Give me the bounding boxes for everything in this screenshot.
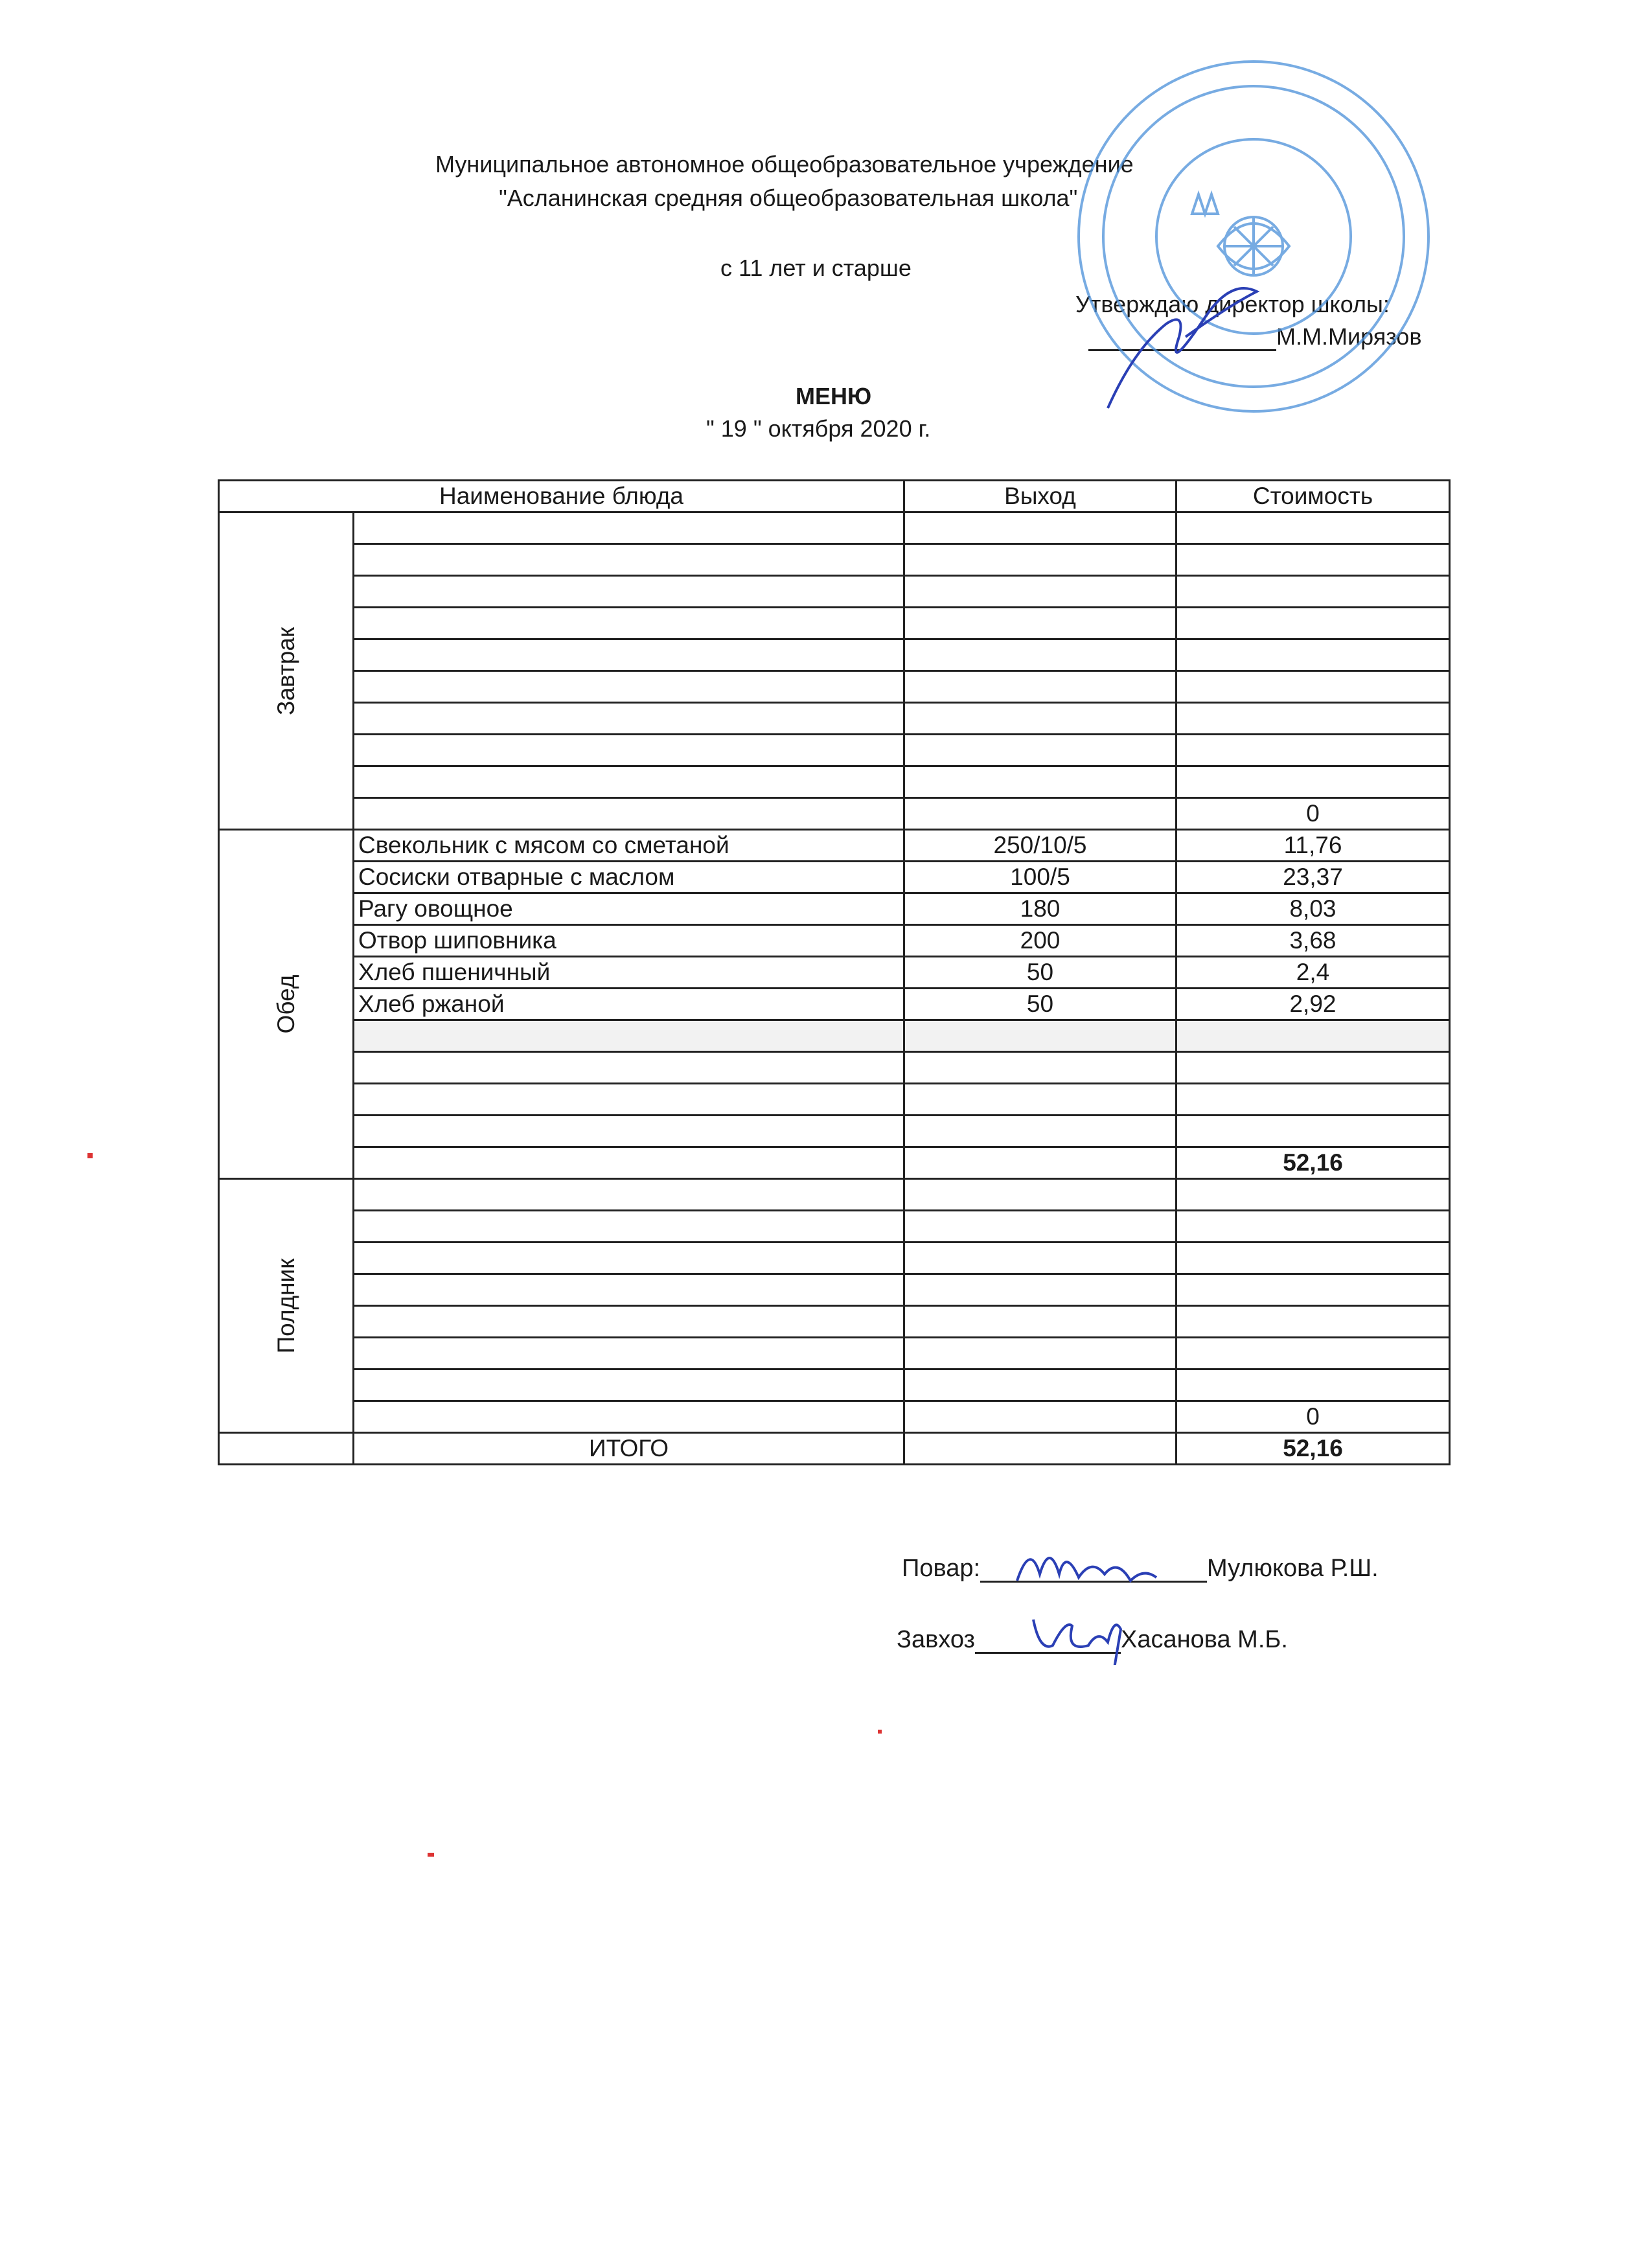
table-row xyxy=(219,1179,1450,1211)
org-name-line2: "Асланинская средняя общеобразовательная школа" xyxy=(499,185,1078,211)
director-handwritten-signature xyxy=(1095,279,1270,421)
table-row xyxy=(219,893,1450,925)
dish-cost: 23,37 xyxy=(1176,862,1450,893)
manager-role: Завхоз xyxy=(897,1626,975,1653)
table-row xyxy=(219,1338,1450,1369)
dish-cost: 8,03 xyxy=(1176,893,1450,925)
approve-label: Утверждаю директор школы: xyxy=(1075,291,1390,317)
dish-name: Свекольник с мясом со сметаной xyxy=(354,830,904,862)
dish-cost: 2,92 xyxy=(1176,989,1450,1020)
table-row xyxy=(219,639,1450,671)
cook-name: Мулюкова Р.Ш. xyxy=(1207,1555,1379,1582)
table-row xyxy=(219,703,1450,735)
table-row xyxy=(219,544,1450,576)
org-name-line1: Муниципальное автономное общеобразовательное учреждение xyxy=(435,151,1134,178)
lunch-total-row xyxy=(219,1147,1450,1179)
table-header-row xyxy=(219,481,1450,512)
section-label-snack: Полдник xyxy=(272,1258,299,1353)
menu-table xyxy=(218,479,1451,1465)
dish-name: Отвор шиповника xyxy=(354,925,904,957)
table-row xyxy=(219,735,1450,766)
table-row xyxy=(219,576,1450,608)
cook-handwritten-signature xyxy=(1011,1535,1166,1594)
dish-yield: 50 xyxy=(904,957,1176,989)
menu-date: " 19 " октября 2020 г. xyxy=(706,415,931,442)
scan-speck xyxy=(878,1730,882,1734)
dish-name: Сосиски отварные с маслом xyxy=(354,862,904,893)
section-label-lunch: Обед xyxy=(272,974,299,1034)
grand-total-value: 52,16 xyxy=(1176,1433,1450,1465)
lunch-total: 52,16 xyxy=(1176,1147,1450,1179)
menu-title: МЕНЮ xyxy=(796,383,872,409)
breakfast-total-row xyxy=(219,798,1450,830)
dish-cost: 2,4 xyxy=(1176,957,1450,989)
table-row xyxy=(219,957,1450,989)
table-row xyxy=(219,862,1450,893)
dish-cost: 11,76 xyxy=(1176,830,1450,862)
scan-speck xyxy=(87,1153,93,1158)
table-row xyxy=(219,1052,1450,1084)
manager-handwritten-signature xyxy=(1024,1607,1134,1665)
scan-speck xyxy=(428,1853,434,1857)
table-row xyxy=(219,1084,1450,1116)
col-header-yield: Выход xyxy=(904,481,1176,512)
dish-yield: 250/10/5 xyxy=(904,830,1176,862)
table-row xyxy=(219,830,1450,862)
table-row xyxy=(219,1274,1450,1306)
snack-total-row xyxy=(219,1401,1450,1433)
dish-cost: 3,68 xyxy=(1176,925,1450,957)
col-header-name: Наименование блюда xyxy=(219,481,904,512)
cook-role: Повар: xyxy=(902,1555,981,1582)
breakfast-total: 0 xyxy=(1176,798,1450,830)
table-row xyxy=(219,671,1450,703)
dish-yield: 180 xyxy=(904,893,1176,925)
dish-yield: 50 xyxy=(904,989,1176,1020)
table-row xyxy=(219,766,1450,798)
table-row xyxy=(219,989,1450,1020)
table-row xyxy=(219,1243,1450,1274)
table-row xyxy=(219,1020,1450,1052)
section-label-breakfast: Завтрак xyxy=(272,626,299,715)
table-row xyxy=(219,1306,1450,1338)
section-snack xyxy=(219,1179,354,1433)
snack-total: 0 xyxy=(1176,1401,1450,1433)
section-breakfast xyxy=(219,512,354,830)
table-row xyxy=(219,512,1450,544)
table-row xyxy=(219,1369,1450,1401)
dish-name: Рагу овощное xyxy=(354,893,904,925)
grand-total-row xyxy=(219,1433,1450,1465)
director-name: М.М.Мирязов xyxy=(1276,323,1422,350)
grand-total-label: ИТОГО xyxy=(354,1433,904,1465)
table-row xyxy=(219,608,1450,639)
section-lunch xyxy=(219,830,354,1179)
dish-name: Хлеб пшеничный xyxy=(354,957,904,989)
dish-yield: 100/5 xyxy=(904,862,1176,893)
dish-yield: 200 xyxy=(904,925,1176,957)
age-group: с 11 лет и старше xyxy=(720,255,912,281)
table-row xyxy=(219,1116,1450,1147)
table-row xyxy=(219,925,1450,957)
dish-name: Хлеб ржаной xyxy=(354,989,904,1020)
table-row xyxy=(219,1211,1450,1243)
col-header-cost: Стоимость xyxy=(1176,481,1450,512)
manager-name: Хасанова М.Б. xyxy=(1120,1626,1288,1653)
